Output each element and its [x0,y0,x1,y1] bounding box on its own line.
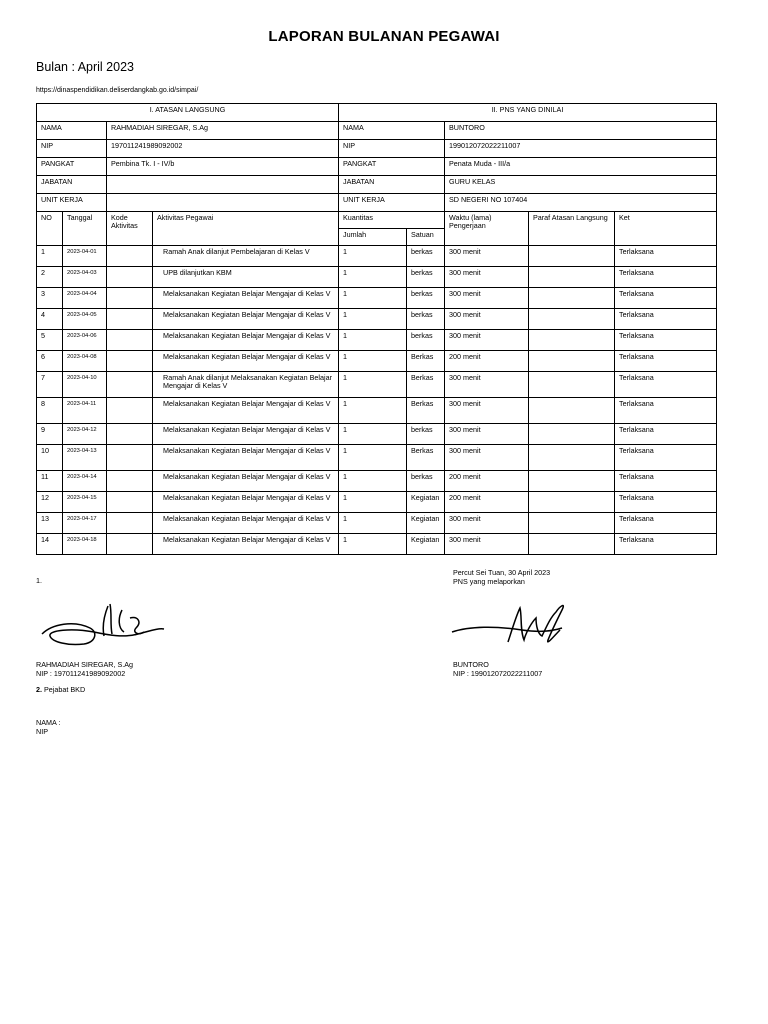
section-header-atasan: I. ATASAN LANGSUNG [37,104,339,122]
cell-kode [107,288,153,309]
identity-value [107,176,339,194]
cell-no: 1 [37,246,63,267]
table-row [37,492,717,513]
table-row [37,288,717,309]
identity-label: UNIT KERJA [339,194,445,212]
cell-satuan: berkas [407,288,445,309]
cell-aktivitas: Melaksanakan Kegiatan Belajar Mengajar di Kelas V [153,534,339,555]
cell-tanggal: 2023-04-10 [63,372,107,398]
cell-ket: Terlaksana [615,492,717,513]
cell-paraf [529,267,615,288]
cell-jumlah: 1 [339,246,407,267]
cell-tanggal: 2023-04-14 [63,471,107,492]
identity-value: BUNTORO [445,122,717,140]
signature-right-role: PNS yang melaporkan [453,577,525,586]
cell-paraf [529,372,615,398]
cell-waktu: 300 menit [445,534,529,555]
signature-left-nip: NIP : 197011241989092002 [36,669,126,678]
cell-aktivitas: Melaksanakan Kegiatan Belajar Mengajar di Kelas V [153,445,339,471]
cell-satuan: Kegiatan [407,492,445,513]
cell-jumlah: 1 [339,372,407,398]
cell-no: 6 [37,351,63,372]
identity-row [37,158,717,176]
cell-satuan: Berkas [407,351,445,372]
cell-no: 4 [37,309,63,330]
cell-jumlah: 1 [339,267,407,288]
identity-row [37,176,717,194]
cell-no: 11 [37,471,63,492]
cell-paraf [529,534,615,555]
identity-value [107,194,339,212]
cell-jumlah: 1 [339,445,407,471]
cell-waktu: 200 menit [445,492,529,513]
identity-value: RAHMADIAH SIREGAR, S.Ag [107,122,339,140]
cell-satuan: berkas [407,424,445,445]
cell-ket: Terlaksana [615,513,717,534]
cell-ket: Terlaksana [615,372,717,398]
cell-aktivitas: Melaksanakan Kegiatan Belajar Mengajar di Kelas V [153,398,339,424]
cell-waktu: 300 menit [445,267,529,288]
cell-aktivitas: Ramah Anak dilanjut Pembelajaran di Kelas V [153,246,339,267]
cell-paraf [529,513,615,534]
cell-no: 14 [37,534,63,555]
cell-no: 9 [37,424,63,445]
signature-right-image [450,596,580,656]
cell-kode [107,246,153,267]
section-header-pns: II. PNS YANG DINILAI [339,104,717,122]
cell-aktivitas: Melaksanakan Kegiatan Belajar Mengajar di Kelas V [153,351,339,372]
cell-waktu: 300 menit [445,330,529,351]
cell-waktu: 200 menit [445,471,529,492]
cell-no: 13 [37,513,63,534]
source-url: https://dinaspendidikan.deliserdangkab.go.id/simpai/ [36,87,199,94]
cell-waktu: 200 menit [445,351,529,372]
cell-kode [107,372,153,398]
report-table [36,103,717,555]
identity-label: JABATAN [37,176,107,194]
cell-tanggal: 2023-04-11 [63,398,107,424]
bkd-nip: NIP [36,727,48,736]
cell-jumlah: 1 [339,424,407,445]
cell-ket: Terlaksana [615,534,717,555]
identity-value: SD NEGERI NO 107404 [445,194,717,212]
column-header-row [37,212,717,229]
identity-label: PANGKAT [339,158,445,176]
cell-tanggal: 2023-04-05 [63,309,107,330]
table-row [37,351,717,372]
cell-no: 8 [37,398,63,424]
cell-paraf [529,471,615,492]
table-row [37,246,717,267]
signature-right-nip: NIP : 199012072022211007 [453,669,543,678]
identity-value: 199012072022211007 [445,140,717,158]
cell-tanggal: 2023-04-06 [63,330,107,351]
cell-paraf [529,309,615,330]
cell-tanggal: 2023-04-04 [63,288,107,309]
col-header-satuan: Satuan [407,229,445,246]
identity-label: NIP [339,140,445,158]
cell-kode [107,309,153,330]
cell-satuan: berkas [407,471,445,492]
table-row [37,534,717,555]
identity-label: NAMA [37,122,107,140]
cell-jumlah: 1 [339,309,407,330]
bkd-nama: NAMA : [36,718,61,727]
cell-satuan: Kegiatan [407,534,445,555]
cell-paraf [529,445,615,471]
col-header-kuantitas: Kuantitas [339,212,445,229]
cell-kode [107,471,153,492]
cell-aktivitas: UPB dilanjutkan KBM [153,267,339,288]
cell-ket: Terlaksana [615,309,717,330]
cell-tanggal: 2023-04-15 [63,492,107,513]
identity-row [37,122,717,140]
cell-paraf [529,492,615,513]
table-row [37,424,717,445]
cell-satuan: berkas [407,309,445,330]
cell-ket: Terlaksana [615,288,717,309]
table-row [37,372,717,398]
cell-jumlah: 1 [339,471,407,492]
cell-satuan: berkas [407,267,445,288]
cell-ket: Terlaksana [615,330,717,351]
cell-waktu: 300 menit [445,372,529,398]
identity-value: Pembina Tk. I - IV/b [107,158,339,176]
cell-ket: Terlaksana [615,351,717,372]
cell-aktivitas: Melaksanakan Kegiatan Belajar Mengajar di Kelas V [153,492,339,513]
cell-aktivitas: Ramah Anak dilanjut Melaksanakan Kegiatan Belajar Mengajar di Kelas V [153,372,339,398]
table-row [37,267,717,288]
col-header-aktivitas: Aktivitas Pegawai [153,212,339,246]
cell-kode [107,424,153,445]
col-header-tanggal: Tanggal [63,212,107,246]
table-row [37,471,717,492]
col-header-no: NO [37,212,63,246]
cell-jumlah: 1 [339,534,407,555]
bkd-label: Pejabat BKD [44,685,86,694]
signature-left-image [38,598,168,662]
cell-tanggal: 2023-04-08 [63,351,107,372]
identity-label: NIP [37,140,107,158]
cell-paraf [529,351,615,372]
cell-kode [107,445,153,471]
cell-waktu: 300 menit [445,288,529,309]
cell-jumlah: 1 [339,513,407,534]
cell-satuan: Berkas [407,372,445,398]
cell-ket: Terlaksana [615,424,717,445]
bkd-heading [36,686,85,694]
cell-no: 12 [37,492,63,513]
cell-aktivitas: Melaksanakan Kegiatan Belajar Mengajar di Kelas V [153,513,339,534]
cell-kode [107,513,153,534]
cell-paraf [529,424,615,445]
table-row [37,330,717,351]
cell-kode [107,398,153,424]
cell-kode [107,330,153,351]
bkd-number: 2. [36,685,42,694]
cell-tanggal: 2023-04-12 [63,424,107,445]
cell-ket: Terlaksana [615,246,717,267]
identity-label: JABATAN [339,176,445,194]
table-row [37,309,717,330]
cell-satuan: berkas [407,330,445,351]
cell-kode [107,534,153,555]
cell-ket: Terlaksana [615,398,717,424]
identity-value: GURU KELAS [445,176,717,194]
identity-label: UNIT KERJA [37,194,107,212]
identity-value: 197011241989092002 [107,140,339,158]
cell-satuan: berkas [407,246,445,267]
col-header-kode: Kode Aktivitas [107,212,153,246]
signature-left-number: 1. [36,576,42,585]
cell-kode [107,492,153,513]
signature-right-place-date: Percut Sei Tuan, 30 April 2023 [453,568,551,577]
cell-waktu: 300 menit [445,513,529,534]
report-title: LAPORAN BULANAN PEGAWAI [268,28,500,45]
cell-no: 5 [37,330,63,351]
cell-satuan: Berkas [407,445,445,471]
identity-row [37,194,717,212]
cell-waktu: 300 menit [445,445,529,471]
col-header-jumlah: Jumlah [339,229,407,246]
cell-no: 3 [37,288,63,309]
cell-waktu: 300 menit [445,424,529,445]
col-header-paraf: Paraf Atasan Langsung [529,212,615,246]
cell-jumlah: 1 [339,398,407,424]
activity-rows [37,246,717,555]
cell-waktu: 300 menit [445,246,529,267]
signature-right-name: BUNTORO [453,660,489,669]
cell-aktivitas: Melaksanakan Kegiatan Belajar Mengajar di Kelas V [153,288,339,309]
cell-tanggal: 2023-04-18 [63,534,107,555]
cell-aktivitas: Melaksanakan Kegiatan Belajar Mengajar di Kelas V [153,330,339,351]
cell-waktu: 300 menit [445,398,529,424]
cell-jumlah: 1 [339,492,407,513]
cell-paraf [529,398,615,424]
cell-aktivitas: Melaksanakan Kegiatan Belajar Mengajar di Kelas V [153,424,339,445]
cell-tanggal: 2023-04-13 [63,445,107,471]
cell-tanggal: 2023-04-01 [63,246,107,267]
cell-satuan: Kegiatan [407,513,445,534]
cell-ket: Terlaksana [615,267,717,288]
cell-aktivitas: Melaksanakan Kegiatan Belajar Mengajar di Kelas V [153,309,339,330]
cell-no: 2 [37,267,63,288]
identity-row [37,140,717,158]
cell-tanggal: 2023-04-03 [63,267,107,288]
identity-label: NAMA [339,122,445,140]
cell-jumlah: 1 [339,330,407,351]
cell-jumlah: 1 [339,288,407,309]
table-row [37,513,717,534]
cell-kode [107,267,153,288]
report-month: Bulan : April 2023 [36,60,134,74]
col-header-ket: Ket [615,212,717,246]
cell-no: 10 [37,445,63,471]
identity-label: PANGKAT [37,158,107,176]
cell-kode [107,351,153,372]
cell-satuan: Berkas [407,398,445,424]
signature-left-name: RAHMADIAH SIREGAR, S.Ag [36,660,134,669]
cell-aktivitas: Melaksanakan Kegiatan Belajar Mengajar di Kelas V [153,471,339,492]
table-row [37,445,717,471]
cell-waktu: 300 menit [445,309,529,330]
cell-jumlah: 1 [339,351,407,372]
cell-paraf [529,246,615,267]
cell-paraf [529,330,615,351]
cell-ket: Terlaksana [615,471,717,492]
table-row [37,398,717,424]
col-header-waktu: Waktu (lama) Pengerjaan [445,212,529,246]
cell-paraf [529,288,615,309]
cell-tanggal: 2023-04-17 [63,513,107,534]
identity-value: Penata Muda - III/a [445,158,717,176]
cell-ket: Terlaksana [615,445,717,471]
cell-no: 7 [37,372,63,398]
